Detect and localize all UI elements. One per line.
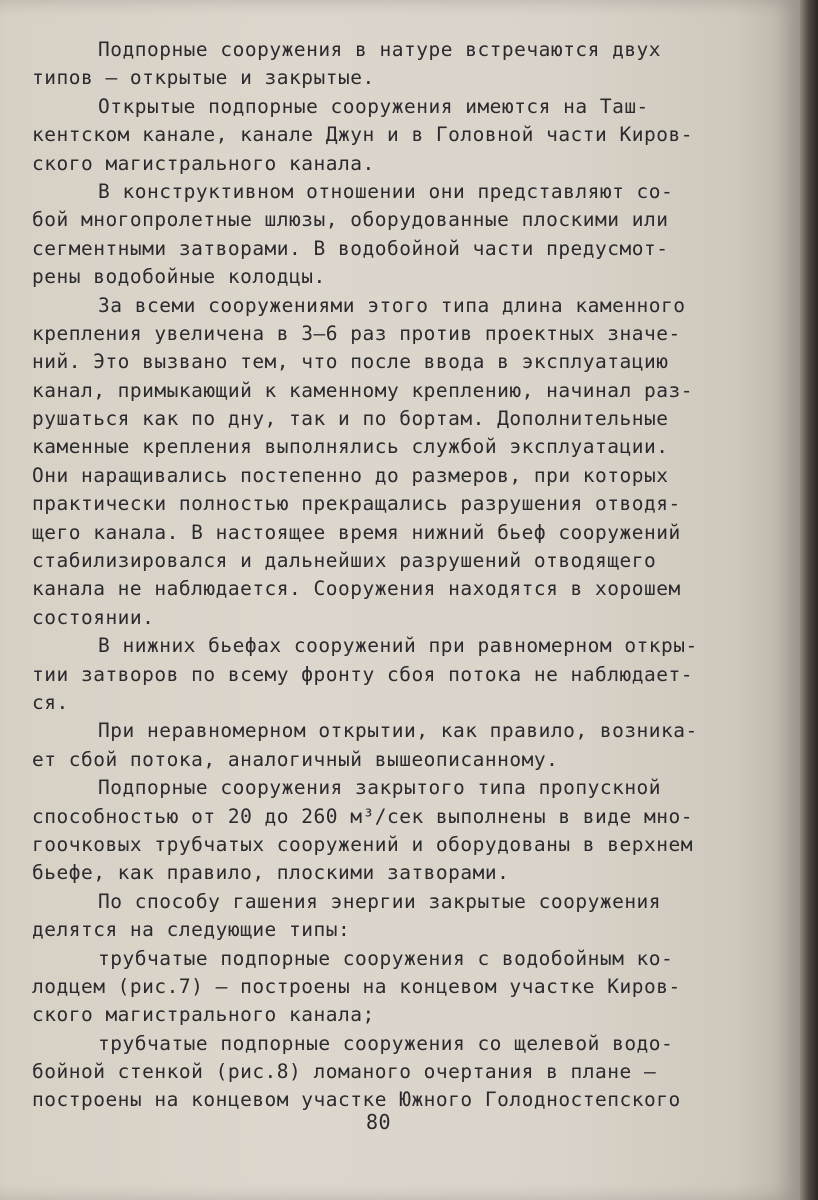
text-line: бой многопролетные шлюзы, оборудованные плоскими или	[32, 208, 669, 232]
text-line: практически полностью прекращались разрушения отводя-	[32, 492, 681, 516]
text-line: бойной стенкой (рис.8) ломаного очертания в плане –	[32, 1060, 657, 1084]
page-number: 80	[366, 1110, 392, 1134]
text-line: лодцем (рис.7) – построены на концевом участке Киров-	[32, 974, 681, 998]
text-line: способностью от 20 до 260 м³/сек выполнены в виде мно-	[32, 804, 693, 828]
text-line: ся.	[32, 690, 69, 714]
text-line: ет сбой потока, аналогичный вышеописанному.	[32, 747, 559, 771]
text-line: Подпорные сооружения закрытого типа пропускной	[98, 776, 662, 800]
text-line: канал, примыкающий к каменному креплению, начинал раз-	[32, 378, 693, 402]
text-line: трубчатые подпорные сооружения с водобойным ко-	[98, 946, 674, 970]
text-line: построены на концевом участке Южного Голодностепского	[32, 1088, 681, 1112]
page-edge-shadow	[800, 0, 818, 1200]
text-line: гоочковых трубчатых сооружений и оборудованы в верхнем	[32, 832, 693, 856]
text-line: Открытые подпорные сооружения имеются на Таш-	[98, 94, 649, 118]
text-line: ского магистрального канала;	[32, 1003, 375, 1027]
text-line: кентском канале, канале Джун и в Головной части Киров-	[32, 123, 693, 147]
text-line: В конструктивном отношении они представляют со-	[98, 179, 674, 203]
text-line: трубчатые подпорные сооружения со щелевой водо-	[98, 1031, 674, 1055]
text-line: Подпорные сооружения в натуре встречаются двух	[98, 38, 662, 61]
text-line: ского магистрального канала.	[32, 151, 375, 175]
text-line: крепления увеличена в 3–6 раз против проектных значе-	[32, 321, 681, 345]
text-line: За всеми сооружениями этого типа длина каменного	[98, 293, 686, 317]
text-line: делятся на следующие типы:	[32, 918, 351, 942]
text-line: В нижних бьефах сооружений при равномерном откры-	[98, 634, 698, 658]
text-line: ний. Это вызвано тем, что после ввода в эксплуатацию	[32, 350, 669, 374]
text-line: щего канала. В настоящее время нижний бьеф сооружений	[32, 520, 681, 544]
text-line: рены водобойные колодцы.	[32, 265, 326, 289]
text-line: каменные крепления выполнялись службой эксплуатации.	[32, 435, 669, 459]
text-line: По способу гашения энергии закрытые сооружения	[98, 889, 662, 913]
text-line: При неравномерном открытии, как правило, возника-	[98, 719, 698, 743]
text-line: типов – открытые и закрытые.	[32, 66, 375, 90]
page-text	[32, 36, 764, 1115]
text-line: канала не наблюдается. Сооружения находятся в хорошем	[32, 577, 681, 601]
text-line: тии затворов по всему фронту сбоя потока не наблюдает-	[32, 662, 693, 686]
text-line: Они наращивались постепенно до размеров, при которых	[32, 463, 669, 487]
text-line: рушаться как по дну, так и по бортам. Дополнительные	[32, 407, 669, 431]
text-line: состоянии.	[32, 605, 155, 629]
text-line: сегментными затворами. В водобойной части предусмот-	[32, 236, 669, 260]
text-line: бьефе, как правило, плоскими затворами.	[32, 861, 510, 885]
text-line: стабилизировался и дальнейших разрушений отводящего	[32, 549, 657, 573]
